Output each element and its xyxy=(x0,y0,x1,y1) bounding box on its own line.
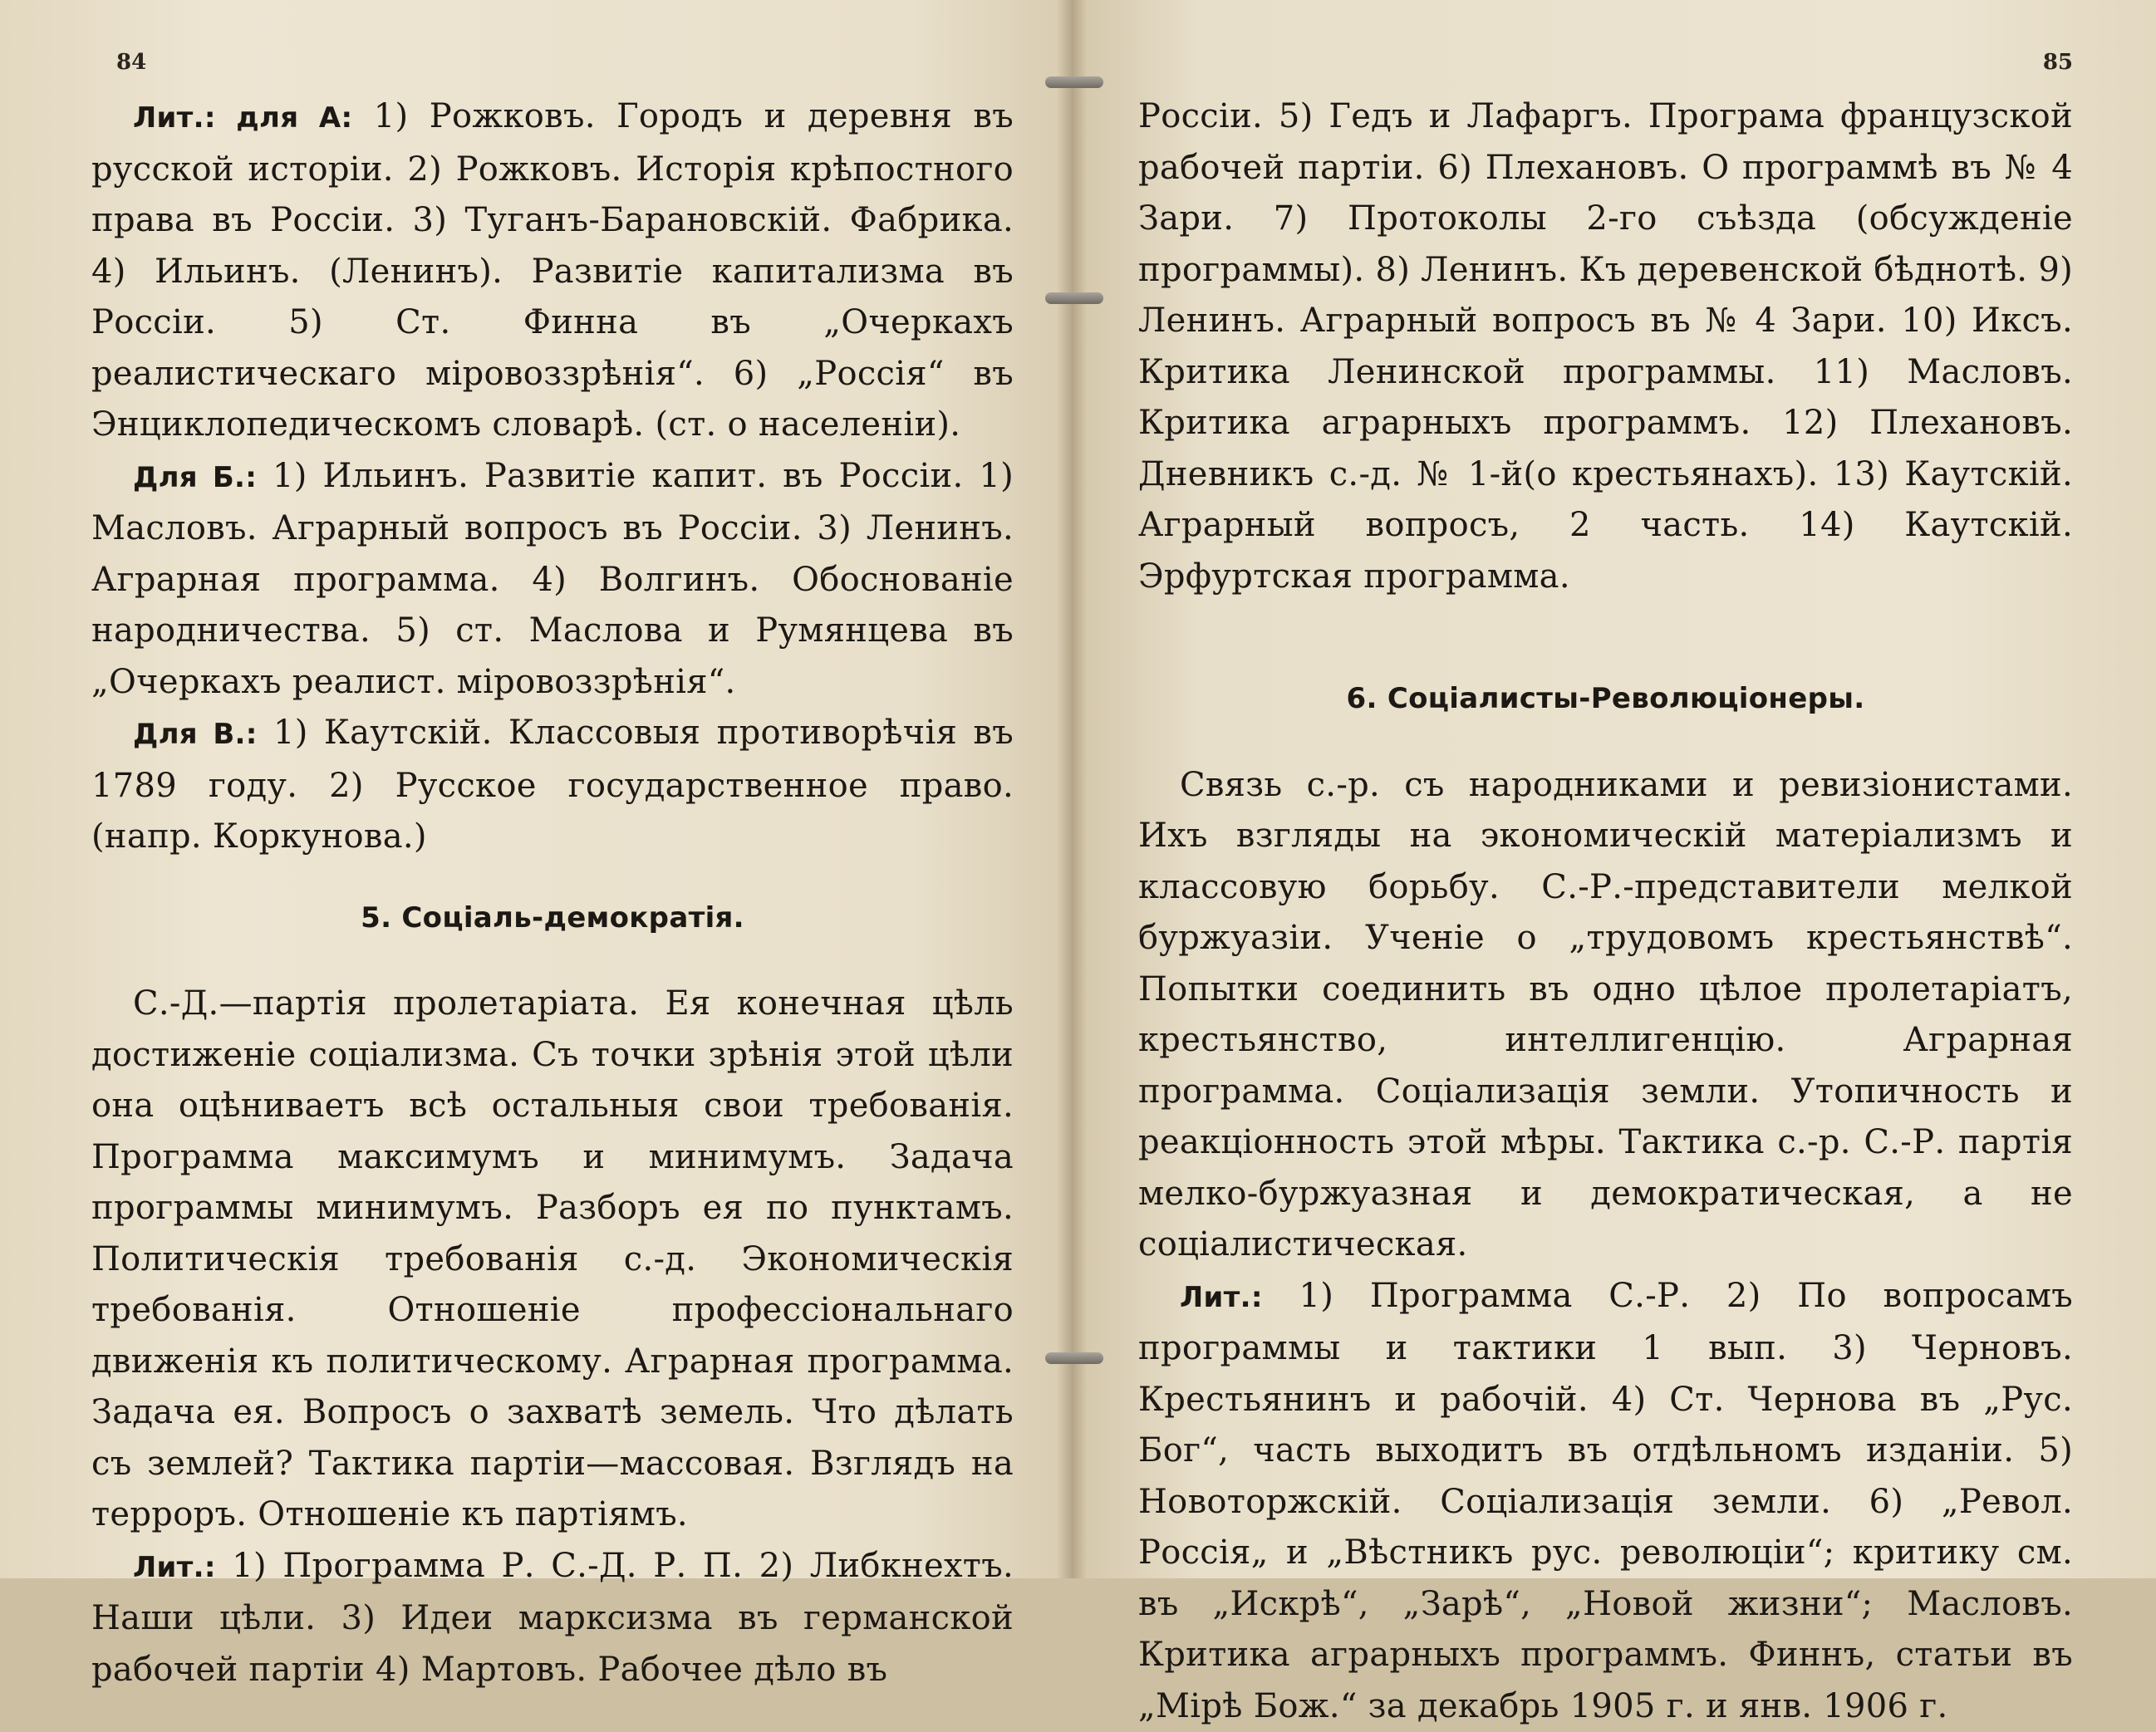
binding-stitch xyxy=(1045,76,1103,88)
literature-label: Лит.: xyxy=(133,1551,216,1584)
section-body-socialist-revolutionaries: Связь с.-р. съ народниками и ревизiонистами. Ихъ взгляды на экономическiй матерiализмъ и классовую борьбу. С.-Р.-представители мелкой буржуазiи. Ученiе о „трудовомъ крестьянствѣ“. Попытки соединить въ одно цѣлое пролетарiатъ, крестьянство, интеллигенцiю. Аграрная программа. Соцiализацiя земли. Утопичность и реакцiонность этой мѣры. Тактика с.-р. С.-Р. партiя мелко-буржуазная и демократическая, а не соцiалистическая. xyxy=(1138,760,2073,1271)
section-body-social-democracy: С.-Д.—партiя пролетарiата. Ея конечная цѣль достиженiе соцiализма. Съ точки зрѣнiя этой цѣли она оцѣниваетъ всѣ остальныя свои требованiя. Программа максимумъ и минимумъ. Задача программы минимумъ. Разборъ ея по пунктамъ. Политическiя требованiя с.-д. Экономическiя требованiя. Отношенiе профессiональнаго движенiя къ политическому. Аграрная программа. Задача ея. Вопросъ о захватѣ земель. Что дѣлать съ землей? Тактика партiи—массовая. Взглядъ на терроръ. Отношенiе къ партiямъ. xyxy=(91,979,1014,1541)
literature-text: 1) Программа Р. С.-Д. Р. П. 2) Либкнехтъ. Наши цѣли. 3) Идеи марксизма въ германской рабочей партiи 4) Мартовъ. Рабочее дѣло въ xyxy=(91,1547,1014,1689)
literature-text-right: 1) Программа С.-Р. 2) По вопросамъ программы и тактики 1 вып. 3) Черновъ. Крестьянинъ и рабочiй. 4) Ст. Чернова въ „Рус. Бог“, часть выходитъ въ отдѣльномъ изданiи. 5) Новоторжскiй. Соцiализацiя земли. 6) „Револ. Россiя„ и „Вѣстникъ рус. революцiи“; критику см. въ „Искрѣ“, „Зарѣ“, „Новой жизни“; Масловъ. Критика аграрныхъ программъ. Финнъ, статьи въ „Мiрѣ Бож.“ за декабрь 1905 г. и янв. 1906 г. xyxy=(1138,1277,2073,1725)
literature-v-label: Для В.: xyxy=(133,718,258,751)
right-page-text xyxy=(1138,91,2073,1732)
literature-a-label: Лит.: для А: xyxy=(133,101,352,135)
section-heading-social-democracy: 5. Соцiаль-демократiя. xyxy=(91,893,1014,945)
left-page xyxy=(0,0,1072,1578)
page-number-right: 85 xyxy=(2043,50,2073,75)
literature-label-right: Лит.: xyxy=(1180,1281,1263,1314)
literature-v xyxy=(91,708,1014,863)
literature-v-text: 1) Каутскiй. Классовыя противорѣчiя въ 1789 году. 2) Русское государственное право. (напр. Коркунова.) xyxy=(91,714,1014,856)
literature-a-text: 1) Рожковъ. Городъ и деревня въ русской исторiи. 2) Рожковъ. Исторiя крѣпостного права въ Россiи. 3) Туганъ-Барановскiй. Фабрика. 4) Ильинъ. (Ленинъ). Развитiе капитализма въ Россiи. 5) Ст. Финна въ „Очеркахъ реалистическаго мiровоззрѣнiя“. 6) „Россiя“ въ Энциклопедическомъ словарѣ. (ст. о населенiи). xyxy=(91,97,1014,444)
literature-b-text: 1) Ильинъ. Развитiе капит. въ Россiи. 1) Масловъ. Аграрный вопросъ въ Россiи. 3) Ленинъ. Аграрная программа. 4) Волгинъ. Обоснованiе народничества. 5) ст. Маслова и Румянцева въ „Очеркахъ реалист. мiровоззрѣнiя“. xyxy=(91,457,1014,701)
literature-a xyxy=(91,91,1014,451)
literature-social-democracy xyxy=(91,1541,1014,1696)
book-gutter xyxy=(1057,0,1087,1578)
literature-socialist-revolutionaries xyxy=(1138,1271,2073,1732)
literature-b xyxy=(91,451,1014,709)
binding-stitch xyxy=(1045,292,1103,304)
right-page xyxy=(1072,0,2156,1578)
left-page-text xyxy=(91,91,1014,1695)
section-heading-socialist-revolutionaries: 6. Соцiалисты-Революцiонеры. xyxy=(1138,674,2073,725)
literature-continued: Россiи. 5) Гедъ и Лафаргъ. Програма французской рабочей партiи. 6) Плехановъ. О программѣ въ № 4 Зари. 7) Протоколы 2-го съѣзда (обсужденiе программы). 8) Ленинъ. Къ деревенской бѣднотѣ. 9) Ленинъ. Аграрный вопросъ въ № 4 Зари. 10) Иксъ. Критика Ленинской программы. 11) Масловъ. Критика аграрныхъ программъ. 12) Плехановъ. Дневникъ с.-д. № 1-й(о крестьянахъ). 13) Каутскiй. Аграрный вопросъ, 2 часть. 14) Каутскiй. Эрфуртская программа. xyxy=(1138,91,2073,602)
page-number-left: 84 xyxy=(116,50,146,75)
binding-stitch xyxy=(1045,1352,1103,1364)
literature-b-label: Для Б.: xyxy=(133,461,257,494)
